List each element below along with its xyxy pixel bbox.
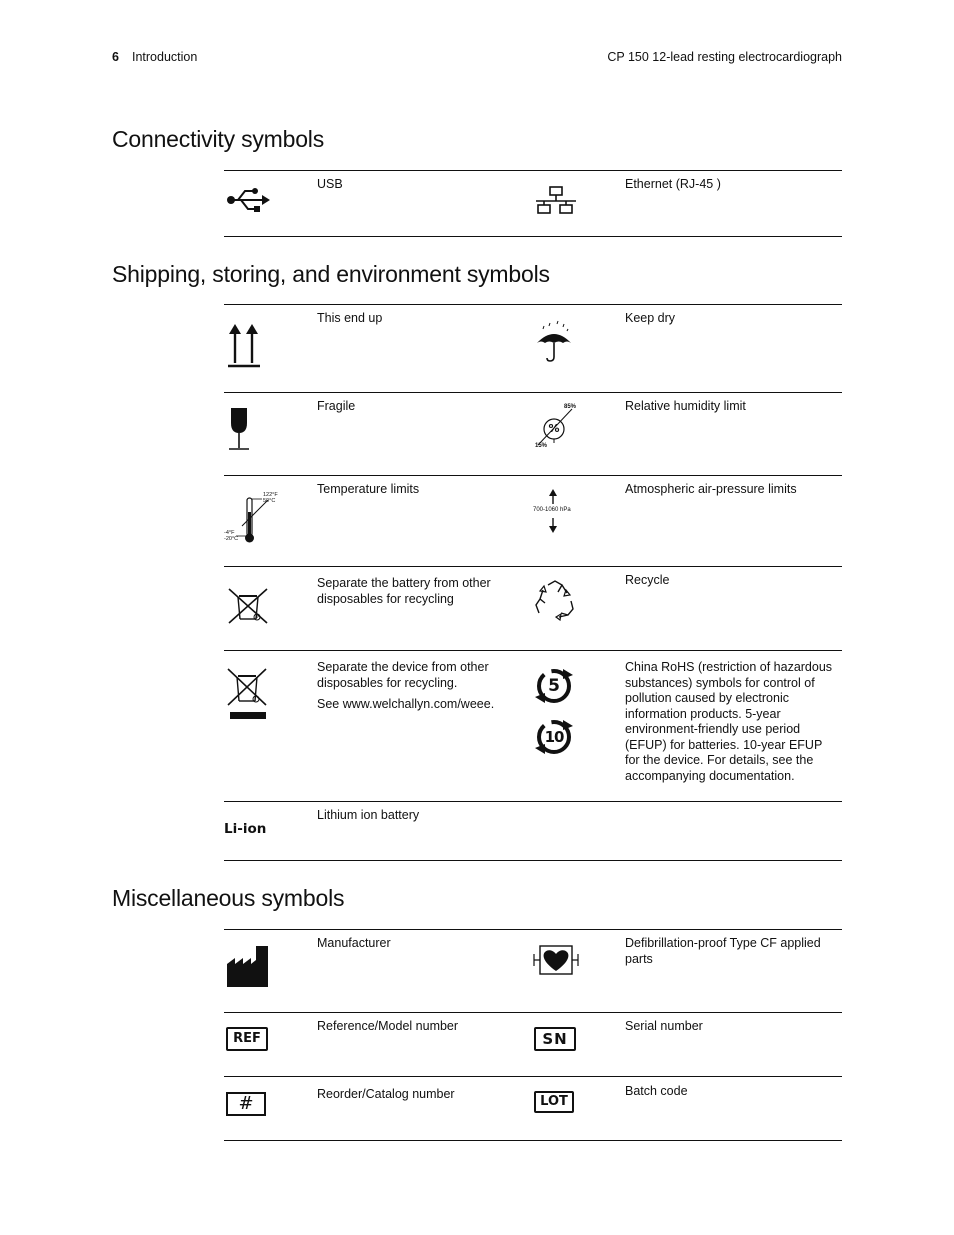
temp-max-c: 50°C	[263, 498, 276, 504]
humidity-max: 85%	[564, 404, 577, 410]
liion-label: Lithium ion battery	[317, 808, 420, 822]
battery-weee-icon	[227, 587, 269, 625]
svg-text:%: %	[548, 422, 560, 435]
rohs-label: China RoHS (restriction of hazardous substances) symbols for control of pollution caused by electronic information products. 5-year environment-friendly use period (EFUP) for batteries. 10-year EFUP for the device. For details, see the accompanying documentation.	[625, 660, 833, 783]
usb-label: USB	[317, 177, 343, 191]
ethernet-label: Ethernet (RJ-45 )	[625, 177, 721, 191]
keep-dry-label: Keep dry	[625, 311, 676, 325]
efup-10: 10	[544, 728, 564, 746]
table-row	[224, 801, 842, 860]
usb-icon	[226, 185, 270, 215]
device-weee-icon	[226, 667, 270, 721]
recycle-label: Recycle	[625, 573, 670, 587]
battery-recycle-label: Separate the battery from other disposables for recycling	[317, 576, 491, 606]
ethernet-icon	[534, 185, 578, 215]
table-row	[224, 171, 842, 236]
fragile-label: Fragile	[317, 399, 356, 413]
table-row	[224, 1076, 842, 1140]
humidity-min: 15%	[535, 443, 548, 449]
pressure-label: Atmospheric air-pressure limits	[625, 482, 797, 496]
table-row	[224, 650, 842, 801]
rohs-icon	[533, 665, 575, 757]
temperature-label: Temperature limits	[317, 482, 420, 496]
connectivity-title: Connectivity symbols	[112, 126, 325, 152]
table-row	[224, 305, 842, 392]
temperature-icon	[224, 490, 284, 548]
pressure-range: 700-1060 hPa	[533, 507, 571, 513]
pressure-icon	[532, 488, 582, 536]
recycle-icon	[533, 579, 577, 621]
page-number: 6	[112, 50, 119, 64]
sn-mark: SN	[534, 1027, 576, 1051]
device-recycle-label: Separate the device from other disposables for recycling.	[317, 660, 489, 690]
document-title: CP 150 12-lead resting electrocardiograph	[607, 50, 842, 64]
ref-mark: REF	[226, 1027, 268, 1051]
umbrella-icon	[534, 319, 574, 363]
connectivity-table	[224, 170, 842, 237]
misc-table	[224, 929, 842, 1141]
temp-min-c: -20°C	[224, 536, 239, 542]
manufacturer-icon	[226, 944, 270, 988]
defib-label: Defibrillation-proof Type CF applied parts	[625, 936, 821, 966]
temp-min-f: -4°F	[224, 530, 235, 536]
table-row	[224, 930, 842, 1012]
this-end-up-label: This end up	[317, 311, 383, 325]
weee-url: See www.welchallyn.com/weee.	[317, 697, 495, 711]
temp-max-f: 122°F	[263, 492, 278, 498]
this-end-up-icon	[226, 323, 262, 369]
section-name: Introduction	[132, 50, 198, 64]
lot-label: Batch code	[625, 1084, 688, 1098]
table-row	[224, 566, 842, 650]
page-header	[112, 50, 842, 68]
lot-mark: LOT	[534, 1091, 574, 1113]
table-row	[224, 475, 842, 566]
table-row	[224, 1012, 842, 1076]
liion-mark: Li-ion	[224, 821, 267, 837]
humidity-icon	[534, 403, 578, 453]
efup-5: 5	[548, 676, 560, 696]
sn-label: Serial number	[625, 1019, 703, 1033]
fragile-icon	[226, 405, 254, 451]
manufacturer-label: Manufacturer	[317, 936, 391, 950]
humidity-label: Relative humidity limit	[625, 399, 746, 413]
shipping-table	[224, 304, 842, 861]
reorder-label: Reorder/Catalog number	[317, 1087, 455, 1101]
shipping-title: Shipping, storing, and environment symbols	[112, 261, 550, 287]
misc-title: Miscellaneous symbols	[112, 885, 345, 911]
ref-label: Reference/Model number	[317, 1019, 459, 1033]
defib-cf-icon	[533, 944, 579, 976]
catalog-hash-mark: #	[226, 1092, 266, 1116]
table-row	[224, 392, 842, 475]
